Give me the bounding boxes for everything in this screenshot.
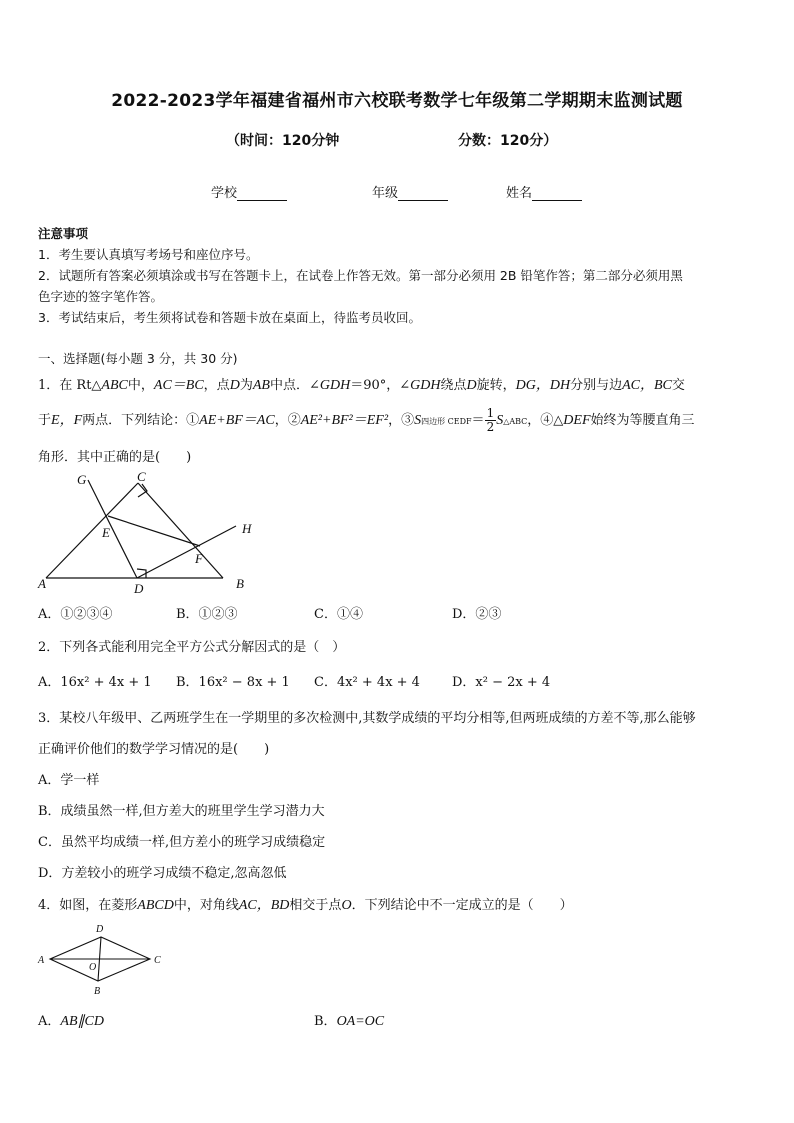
- q3-line2: 正确评价他们的数学学习情况的是( ): [38, 742, 270, 757]
- label-c: C: [154, 955, 161, 966]
- label-a: A: [38, 576, 46, 591]
- q1-option-a[interactable]: A．①②③④: [38, 607, 113, 622]
- q1-line3: 角形．其中正确的是( ): [38, 450, 192, 465]
- name-blank[interactable]: [532, 187, 582, 201]
- q3-line1: 3．某校八年级甲、乙两班学生在一学期里的多次检测中,其数学成绩的平均分相等,但两班成绩的方差不等,那么能够: [38, 711, 696, 726]
- label-a: A: [38, 955, 45, 966]
- label-h: H: [242, 521, 252, 536]
- label-d: D: [134, 581, 144, 596]
- school-blank[interactable]: [237, 187, 287, 201]
- notice-item: 1．考生要认真填写考场号和座位序号。: [38, 247, 259, 262]
- section-heading: 一、选择题(每小题 3 分，共 30 分): [38, 351, 238, 366]
- notice-item: 色字迹的签字笔作答。: [38, 289, 164, 304]
- q3-option-c[interactable]: C．虽然平均成绩一样,但方差小的班学习成绩稳定: [38, 835, 326, 850]
- rhombus-figure: [30, 920, 170, 1000]
- notice-heading: 注意事项: [38, 226, 89, 241]
- q2-option-b[interactable]: B．16x² − 8x + 1: [176, 675, 290, 690]
- label-o: O: [89, 962, 97, 973]
- q4-option-b[interactable]: B．OA=OC: [314, 1014, 385, 1029]
- q4-text: 4．如图，在菱形ABCD中，对角线AC，BD相交于点O．下列结论中不一定成立的是（ ）: [38, 898, 573, 913]
- q2-text: 2．下列各式能利用完全平方公式分解因式的是（ ）: [38, 640, 346, 655]
- page-title: 2022-2023学年福建省福州市六校联考数学七年级第二学期期末监测试题: [111, 91, 683, 111]
- label-d: D: [96, 924, 104, 935]
- q1-line1: 1．在 Rt△ABC中，AC＝BC，点D为AB中点．∠GDH＝90°，∠GDH绕点D旋转，DG，DH分别与边AC，BC交: [38, 378, 685, 393]
- label-e: E: [102, 525, 110, 540]
- q1-option-d[interactable]: D．②③: [452, 607, 502, 622]
- q1-line2: 于E，F两点．下列结论：①AE+BF＝AC，②AE²+BF²＝EF²，③S四边形 CEDF＝ $\frac{1}{2}$ S△ABC，④△DEF始终为等腰直角三: [38, 406, 695, 434]
- label-g: G: [77, 472, 87, 487]
- grade-field[interactable]: [372, 182, 448, 201]
- fraction: $\frac{1}{2}$: [486, 406, 495, 434]
- exam-time: （时间：120分钟: [226, 133, 340, 149]
- name-field[interactable]: [506, 182, 582, 201]
- exam-score: 分数：120分）: [458, 133, 558, 149]
- q3-option-b[interactable]: B．成绩虽然一样,但方差大的班里学生学习潜力大: [38, 804, 325, 819]
- name-label: 姓名: [506, 186, 533, 201]
- q1-option-c[interactable]: C．①④: [314, 607, 363, 622]
- q3-option-d[interactable]: D．方差较小的班学习成绩不稳定,忽高忽低: [38, 866, 287, 881]
- label-c: C: [137, 469, 146, 484]
- triangle-figure: [30, 466, 270, 600]
- label-b: B: [236, 576, 244, 591]
- label-b: B: [94, 986, 101, 997]
- grade-blank[interactable]: [398, 187, 448, 201]
- school-label: 学校: [211, 186, 238, 201]
- q2-option-c[interactable]: C．4x² + 4x + 4: [314, 675, 420, 690]
- label-f: F: [195, 551, 203, 566]
- q4-option-a[interactable]: A．AB∥CD: [38, 1014, 104, 1029]
- notice-item: 3．考试结束后，考生须将试卷和答题卡放在桌面上，待监考员收回。: [38, 310, 421, 325]
- notice-item: 2．试题所有答案必须填涂或书写在答题卡上，在试卷上作答无效。第一部分必须用 2B 铅笔作答；第二部分必须用黑: [38, 268, 683, 283]
- school-field[interactable]: [211, 182, 287, 201]
- grade-label: 年级: [372, 186, 399, 201]
- q2-option-d[interactable]: D．x² − 2x + 4: [452, 675, 551, 690]
- q3-option-a[interactable]: A．学一样: [38, 773, 100, 788]
- q2-option-a[interactable]: A．16x² + 4x + 1: [38, 675, 152, 690]
- q1-option-b[interactable]: B．①②③: [176, 607, 238, 622]
